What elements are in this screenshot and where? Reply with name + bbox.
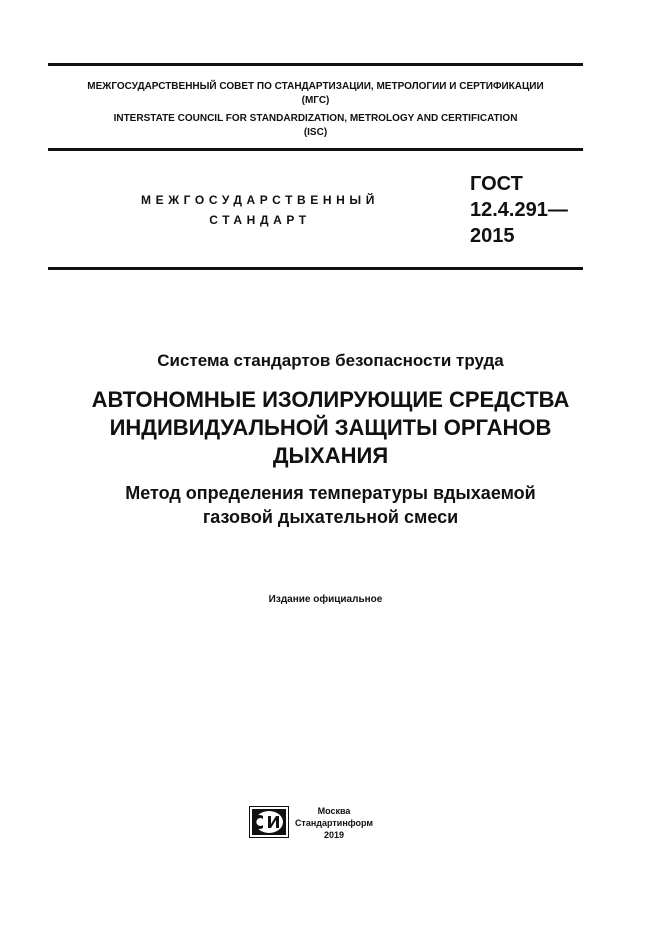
main-title-line3: ДЫХАНИЯ [272,443,389,468]
council-name-ru: МЕЖГОСУДАРСТВЕННЫЙ СОВЕТ ПО СТАНДАРТИЗАЦИИ, МЕТРОЛОГИИ И СЕРТИФИКАЦИИ [87,81,544,92]
standard-type-line1: МЕЖГОСУДАРСТВЕННЫЙ [141,193,379,207]
publisher-name: Стандартинформ [294,818,374,828]
top-rule [48,63,583,66]
council-rule [48,148,583,151]
gost-number: 12.4.291— [470,199,568,221]
gost-year: 2015 [470,225,515,247]
main-title-line1: АВТОНОМНЫЕ ИЗОЛИРУЮЩИЕ СРЕДСТВА [91,387,570,412]
standard-type-line2: СТАНДАРТ [209,213,311,227]
main-title-line2: ИНДИВИДУАЛЬНОЙ ЗАЩИТЫ ОРГАНОВ [109,415,552,440]
edition-label: Издание официальное [268,594,383,605]
method-title-line2: газовой дыхательной смеси [202,507,459,527]
council-abbr-ru: (МГС) [301,95,330,106]
publisher-city: Москва [317,806,351,816]
gost-prefix: ГОСТ [470,173,523,195]
designation-rule [48,267,583,270]
publisher-year: 2019 [323,830,345,840]
system-title: Система стандартов безопасности труда [157,351,504,370]
method-title-line1: Метод определения температуры вдыхаемой [125,483,536,503]
standartinform-logo [249,806,289,838]
council-name-en: INTERSTATE COUNCIL FOR STANDARDIZATION, METROLOGY AND CERTIFICATION [113,113,518,124]
council-abbr-en: (ISC) [303,127,328,138]
